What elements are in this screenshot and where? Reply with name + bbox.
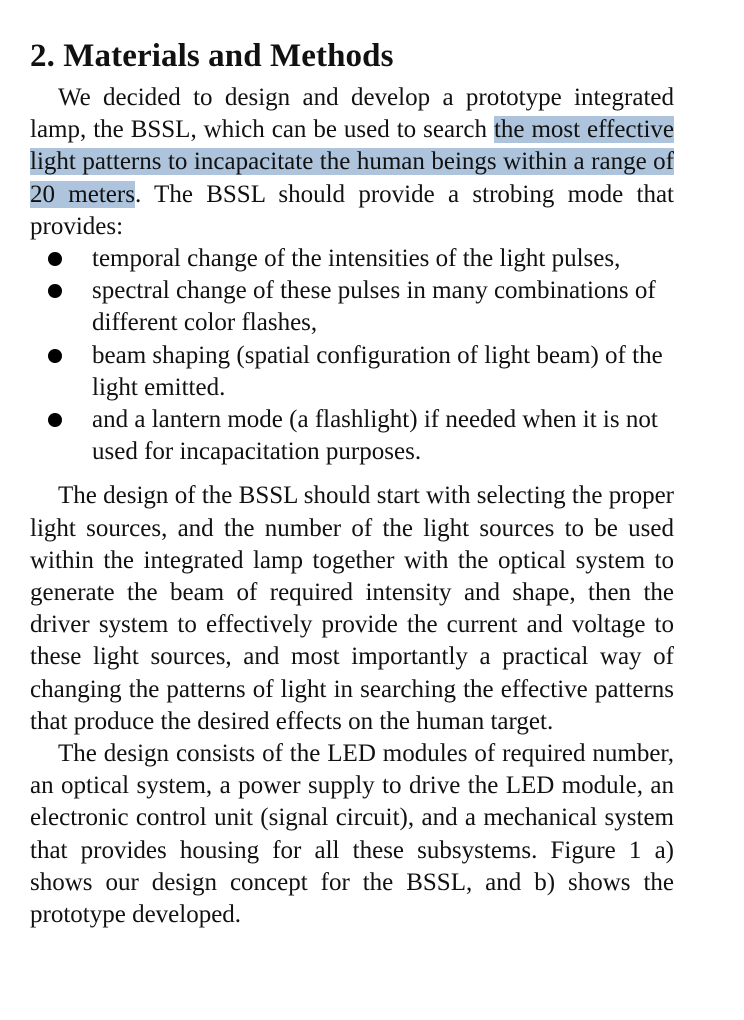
intro-paragraph [30, 82, 674, 243]
bullet-item [30, 404, 674, 468]
intro-text-end: . The BSSL should provide a strobing mode that provides: [30, 180, 675, 240]
section-heading: 2. Materials and Methods [30, 38, 394, 74]
design-paragraph: The design of the BSSL should start with selecting the proper light sources, and the number of the light sources to be used within the integrated lamp together with the optical system to generate the beam of required intensity and shape, then the driver system to effectively provide the current and voltage to these light sources, and most importantly a practical way of changing the patterns of light in searching the effective patterns that produce the desired effects on the human target. [30, 482, 674, 735]
bullet-dot-icon [48, 252, 62, 266]
feature-bullet-list [30, 243, 674, 468]
document-page [30, 30, 674, 931]
bullet-text: spectral change of these pulses in many combinations of different color flashes, [92, 277, 656, 337]
intro-text-start: We decided to design and develop a prototype integrated lamp, the BSSL, which can be used to search [30, 84, 674, 144]
highlighted-text-distance[interactable]: 20 meters [30, 180, 135, 208]
bullet-item [30, 275, 674, 339]
concept-paragraph: The design consists of the LED modules of required number, an optical system, a power supply to drive the LED module, an electronic control unit (signal circuit), and a mechanical system that provides housing for all these subsystems. Figure 1 a) shows our design concept for the BSSL, and b) shows the prototype developed. [30, 740, 674, 929]
bullet-text: beam shaping (spatial configuration of light beam) of the light emitted. [92, 341, 663, 401]
bullet-item [30, 243, 674, 275]
bullet-dot-icon [48, 284, 62, 298]
bullet-item [30, 340, 674, 404]
bullet-dot-icon [48, 349, 62, 363]
highlighted-text-selection[interactable]: the most effective light patterns to incapacitate the human beings within a range of [30, 116, 674, 176]
bullet-text: and a lantern mode (a flashlight) if needed when it is not used for incapacitation purposes. [92, 406, 658, 466]
bullet-dot-icon [48, 413, 62, 427]
bullet-text: temporal change of the intensities of the light pulses, [92, 245, 621, 273]
